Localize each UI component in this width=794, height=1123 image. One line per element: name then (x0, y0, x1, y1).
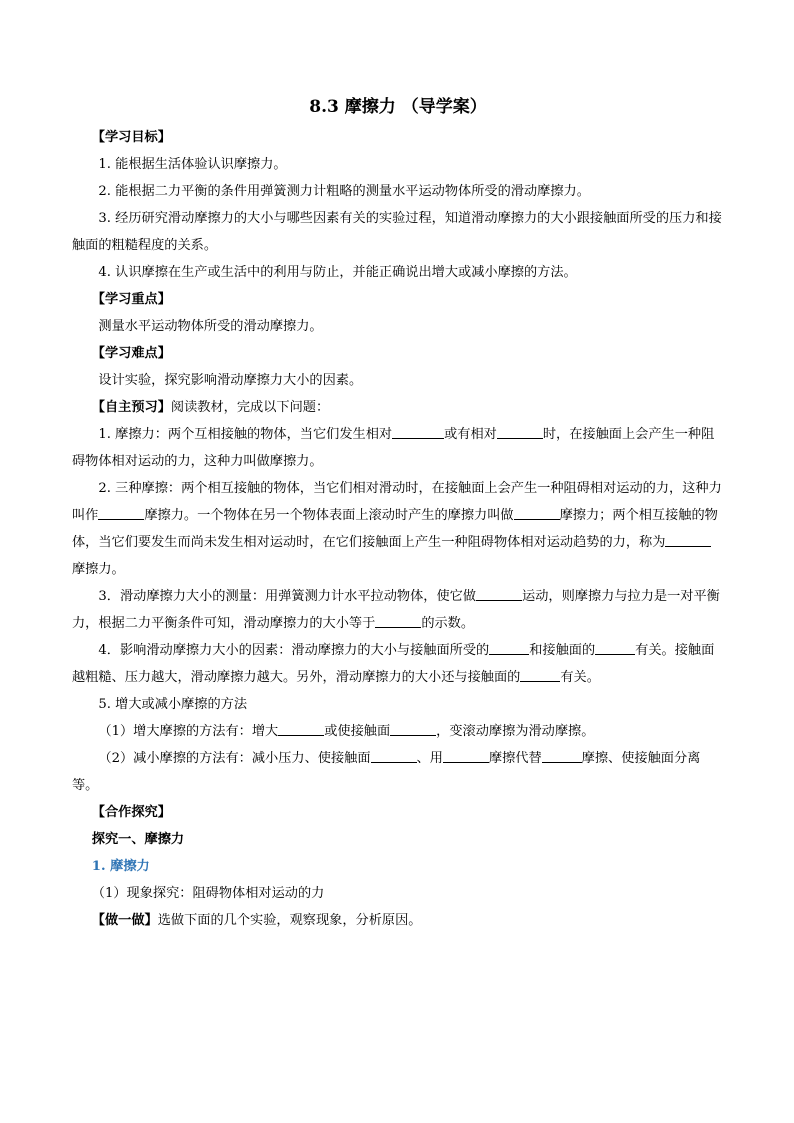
doit-text: 选做下面的几个实验，观察现象，分析原因。 (157, 913, 422, 928)
preview-question-5b: （2）减小摩擦的方法有：减小压力、使接触面 、用 摩擦代替 摩擦、使接触面分离等。 (72, 751, 701, 793)
preview-question-3: 3．滑动摩擦力大小的测量：用弹簧测力计水平拉动物体，使它做 运动，则摩擦力与拉力是一对平衡力，根据二力平衡条件可知，滑动摩擦力的大小等于 的示数。 (72, 589, 720, 631)
objective-item: 2. 能根据二力平衡的条件用弹簧测力计粗略的测量水平运动物体所受的滑动摩擦力。 (98, 184, 590, 199)
answer-blank[interactable] (392, 425, 444, 439)
keypoint-heading: 【学习重点】 (91, 292, 171, 307)
preview-heading: 【自主预习】 (91, 400, 171, 415)
objectives-heading: 【学习目标】 (91, 130, 171, 145)
answer-blank[interactable] (520, 668, 560, 682)
preview-heading-line (72, 394, 724, 421)
answer-blank[interactable] (489, 641, 529, 655)
answer-blank[interactable] (476, 587, 522, 601)
answer-blank[interactable] (443, 749, 489, 763)
page-title: 8.3 摩擦力 （导学案） (309, 97, 487, 117)
preview-question-5a: （1）增大摩擦的方法有：增大 或使接触面 ，变滚动摩擦为滑动摩擦。 (98, 724, 595, 739)
cooperate-line: （1）现象探究：阻碍物体相对运动的力 (91, 886, 325, 901)
answer-blank[interactable] (497, 425, 543, 439)
objective-item: 1. 能根据生活体验认识摩擦力。 (98, 157, 287, 172)
keypoint-text: 测量水平运动物体所受的滑动摩擦力。 (98, 319, 323, 334)
preview-question-1: 1. 摩擦力：两个互相接触的物体，当它们发生相对 或有相对 时，在接触面上会产生一种阻碍物体相对运动的力，这种力叫做摩擦力。 (72, 427, 715, 469)
difficulty-text: 设计实验，探究影响滑动摩擦力大小的因素。 (98, 373, 363, 388)
answer-blank[interactable] (665, 533, 711, 547)
answer-blank[interactable] (595, 641, 635, 655)
doit-line (72, 907, 724, 934)
preview-question-5: 5. 增大或减小摩擦的方法 (98, 697, 248, 712)
cooperate-heading: 【合作探究】 (91, 805, 171, 820)
preview-intro: 阅读教材，完成以下问题： (170, 400, 330, 415)
section-title: 1. 摩擦力 (91, 859, 150, 874)
objective-item: 3. 经历研究滑动摩擦力的大小与哪些因素有关的实验过程，知道滑动摩擦力的大小跟接触面所受的压力和接触面的粗糙程度的关系。 (72, 211, 722, 253)
answer-blank[interactable] (390, 722, 436, 736)
answer-blank[interactable] (514, 506, 560, 520)
answer-blank[interactable] (371, 749, 417, 763)
answer-blank[interactable] (278, 722, 324, 736)
cooperate-subheading: 探究一、摩擦力 (91, 832, 185, 847)
document-page (72, 92, 724, 934)
doit-heading: 【做一做】 (91, 913, 158, 928)
difficulty-heading: 【学习难点】 (91, 346, 171, 361)
objective-item: 4. 认识摩擦在生产或生活中的利用与防止，并能正确说出增大或减小摩擦的方法。 (98, 265, 577, 280)
answer-blank[interactable] (375, 614, 421, 628)
preview-question-4: 4．影响滑动摩擦力大小的因素：滑动摩擦力的大小与接触面所受的 和接触面的 有关。接触面越粗糙、压力越大，滑动摩擦力越大。另外，滑动摩擦力的大小还与接触面的 有关。 (72, 643, 715, 685)
answer-blank[interactable] (542, 749, 582, 763)
preview-question-2: 2. 三种摩擦：两个相互接触的物体，当它们相对滑动时，在接触面上会产生一种阻碍相对运动的力，这种力叫作 摩擦力。一个物体在另一个物体表面上滚动时产生的摩擦力叫做 摩擦力；两个相互接触的物体，当它们要发生而尚未发生相对运动时，在它们接触面上产生一种阻碍物体相对运动趋势的力，称为摩擦力。 (72, 481, 722, 577)
answer-blank[interactable] (98, 506, 144, 520)
